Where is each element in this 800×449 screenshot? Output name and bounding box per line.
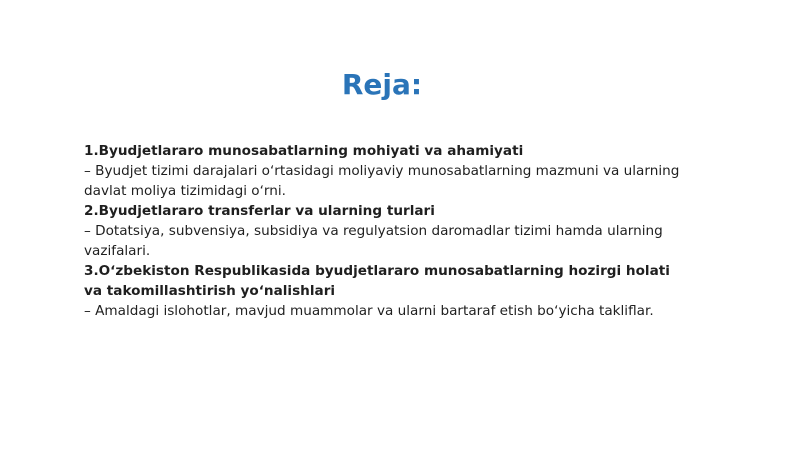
- plan-item-2: [84, 201, 684, 261]
- plan-item-3: [84, 261, 684, 321]
- plan-item-description: – Amaldagi islohotlar, mavjud muammolar va ularni bartaraf etish boʻyicha takliflar.: [84, 303, 654, 319]
- plan-item-1: [84, 141, 684, 201]
- plan-item-heading: 3.Oʻzbekiston Respublikasida byudjetlararo munosabatlarning hozirgi holati va takomillashtirish yoʻnalishlari: [84, 263, 670, 299]
- plan-item-heading: 1.Byudjetlararo munosabatlarning mohiyati va ahamiyati: [84, 143, 524, 159]
- plan-list: [84, 141, 684, 321]
- plan-item-description: – Byudjet tizimi darajalari oʻrtasidagi moliyaviy munosabatlarning mazmuni va ularning davlat moliya tizimidagi oʻrni.: [84, 163, 680, 199]
- plan-item-heading: 2.Byudjetlararo transferlar va ularning turlari: [84, 203, 435, 219]
- slide-title: Reja:: [341, 68, 423, 101]
- plan-item-description: – Dotatsiya, subvensiya, subsidiya va regulyatsion daromadlar tizimi hamda ularning vazifalari.: [84, 223, 663, 259]
